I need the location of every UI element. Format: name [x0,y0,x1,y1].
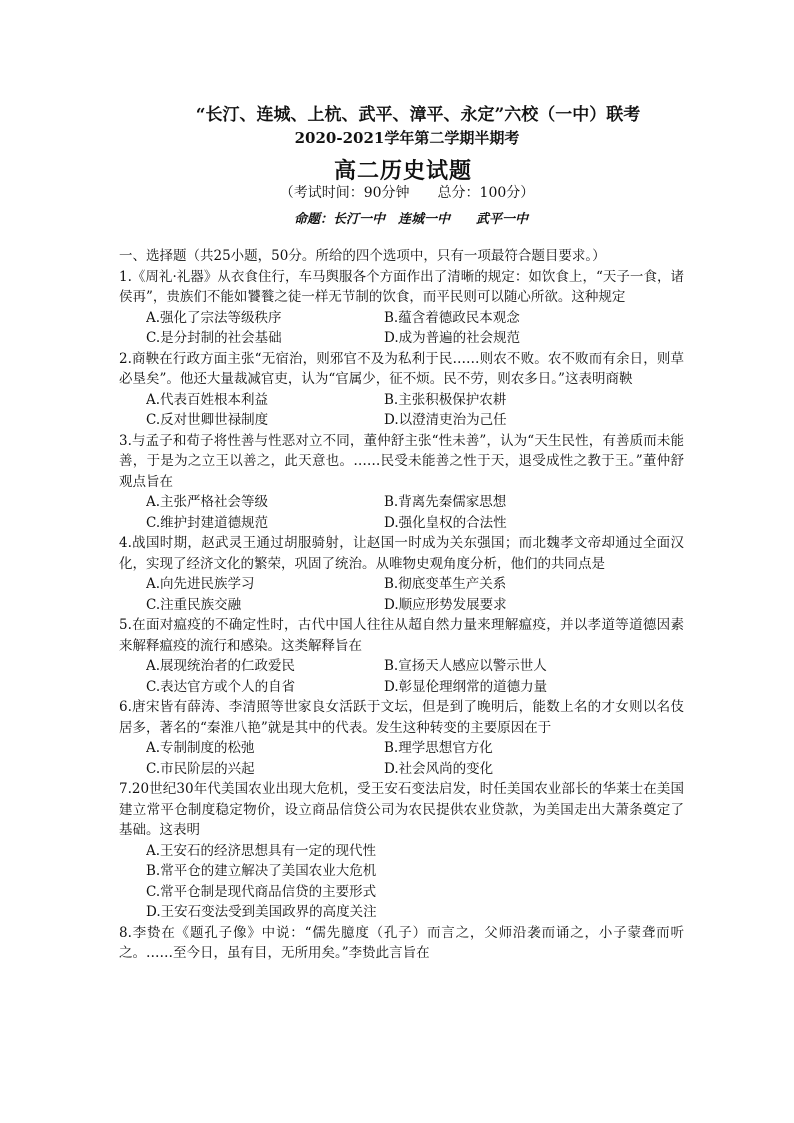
option-d: D.王安石变法受到美国政界的高度关注 [146,904,377,920]
exam-info: （考试时间：90分钟 总分：100分） [279,185,535,201]
option-b: B.主张积极保护农耕 [384,391,507,408]
page-title: 高二历史试题 [333,158,472,184]
option-c: C.反对世卿世禄制度 [146,412,269,428]
option-c: C.维护封建道德规范 [146,514,269,531]
option-b: B.理学思想官方化 [384,740,493,756]
option-d: D.社会风尚的变化 [384,760,494,777]
option-d: D.以澄清吏治为己任 [384,412,507,428]
option-c: C.常平仓制是现代商品信贷的主要形式 [146,883,377,900]
option-a: A.向先进民族学习 [146,576,255,592]
option-a: A.专制制度的松弛 [146,740,255,756]
question-text: 2.商鞅在行政方面主张“无宿治，则邪官不及为私利于民……则农不败。农不败而有余日，则草必垦矣”。他还大量裁减官吏，认为“官属少，征不烦。民不劳，则农多日。”这表明商鞅 [119,350,684,387]
question-5 [119,615,684,697]
option-a: A.王安石的经济思想具有一定的现代性 [146,842,377,859]
option-b: B.常平仓的建立解决了美国农业大危机 [146,863,377,879]
question-1 [119,267,684,349]
exam-union-title: “长汀、连城、上杭、武平、漳平、永定”六校（一中）联考 [195,105,641,125]
option-b: B.彻底变革生产关系 [384,576,507,592]
options [119,656,684,697]
options [119,308,684,349]
exam-body [119,246,684,964]
question-text: 8.李贽在《题孔子像》中说：“儒先臆度（孔子）而言之，父师沿袭而诵之，小子蒙聋而听之。……至今日，虽有目，无所用矣。”李贽此言旨在 [119,924,684,961]
exam-term: 2020-2021学年第二学期半期考 [294,129,520,147]
options [119,738,684,779]
option-b: B.蕴含着德政民本观念 [384,309,520,326]
question-6 [119,697,684,779]
option-b: B.宣扬天人感应以警示世人 [384,658,547,674]
options [119,492,684,533]
option-c: C.表达官方或个人的自省 [146,678,296,695]
option-a: A.代表百姓根本利益 [146,391,269,408]
question-text: 6.唐宋皆有薛涛、李清照等世家良女活跃于文坛，但是到了晚明后，能数上名的才女则以名伎居多，著名的“秦淮八艳”就是其中的代表。发生这种转变的主要原因在于 [119,699,684,736]
question-8 [119,923,684,964]
option-a: A.主张严格社会等级 [146,494,269,510]
question-text: 3.与孟子和荀子将性善与性恶对立不同，董仲舒主张“性未善”，认为“天生民性，有善质而未能善，于是为之立王以善之，此天意也。……民受未能善之性于天，退受成性之教于王。”董仲舒观点旨在 [119,432,684,490]
question-text: 4.战国时期，赵武灵王通过胡服骑射，让赵国一时成为关东强国；而北魏孝文帝却通过全面汉化，实现了经济文化的繁荣，巩固了统治。从唯物史观角度分析，他们的共同点是 [119,535,684,572]
option-a: A.展现统治者的仁政爱民 [146,658,296,674]
question-3 [119,431,684,534]
option-c: C.注重民族交融 [146,596,242,613]
question-2 [119,349,684,431]
option-c: C.市民阶层的兴起 [146,760,255,777]
option-d: D.彰显伦理纲常的道德力量 [384,678,548,695]
option-d: D.顺应形势发展要求 [384,596,507,613]
option-d: D.强化皇权的合法性 [384,514,507,531]
question-text: 7.20世纪30年代美国农业出现大危机，受王安石变法启发，时任美国农业部长的华莱士在美国建立常平仓制度稳定物价，设立商品信贷公司为农民提供农业贷款，为美国走出大萧条奠定了基础。这表明 [119,781,684,838]
options [119,390,684,431]
question-7 [119,779,684,923]
question-text: 1.《周礼·礼器》从衣食住行，车马舆服各个方面作出了清晰的规定：如饮食上，“天子一食，诸侯再”，贵族们不能如饕餮之徒一样无节制的饮食，而平民则可以随心所欲。这种规定 [119,268,684,305]
options [119,841,684,923]
options [119,574,684,615]
section-heading: 一、选择题（共25小题，50分。所给的四个选项中，只有一项最符合题目要求。） [119,248,606,264]
option-b: B.背离先秦儒家思想 [384,494,507,510]
question-4 [119,533,684,615]
option-a: A.强化了宗法等级秩序 [146,309,282,326]
option-d: D.成为普遍的社会规范 [384,330,521,346]
question-text: 5.在面对瘟疫的不确定性时，古代中国人往往从超自然力量来理解瘟疫，并以孝道等道德因素来解释瘟疫的流行和感染。这类解释旨在 [119,617,684,654]
exam-authors: 命题：长汀一中 连城一中 武平一中 [293,212,528,227]
option-c: C.是分封制的社会基础 [146,330,282,346]
